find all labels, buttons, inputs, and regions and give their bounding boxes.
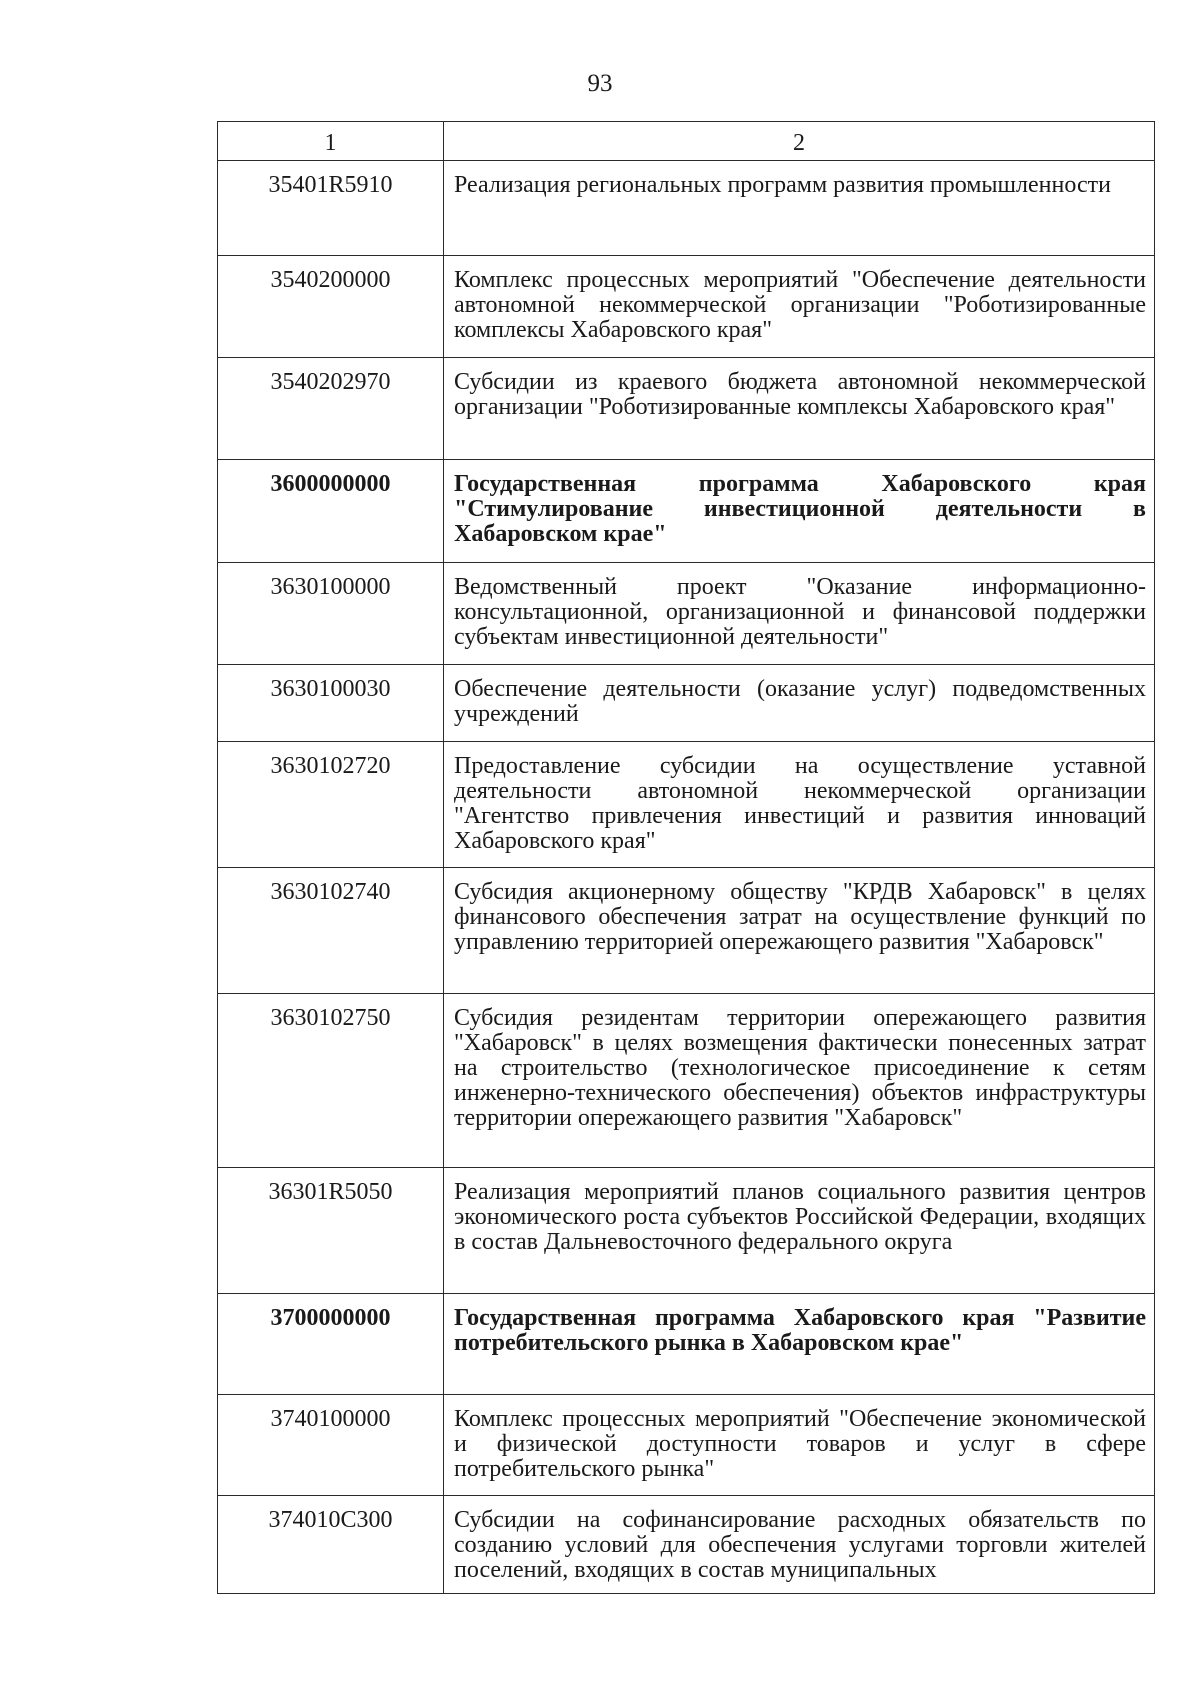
row-description: Предоставление субсидии на осуществление уставной деятельности автономной некоммерческой организации "Агентство привлечения инвестиций и развития инноваций Хабаровского края"	[444, 742, 1155, 868]
table-row-program	[218, 1294, 1155, 1395]
row-description: Субсидии из краевого бюджета автономной некоммерческой организации "Роботизированные комплексы Хабаровского края"	[444, 358, 1155, 460]
column-header-code: 1	[218, 122, 444, 161]
row-description: Государственная программа Хабаровского края "Развитие потребительского рынка в Хабаровском крае"	[444, 1294, 1155, 1395]
column-header-description: 2	[444, 122, 1155, 161]
table-row	[218, 1496, 1155, 1594]
row-description: Обеспечение деятельности (оказание услуг) подведомственных учреждений	[444, 665, 1155, 742]
row-description: Субсидия акционерному обществу "КРДВ Хабаровск" в целях финансового обеспечения затрат на осуществление функций по управлению территорией опережающего развития "Хабаровск"	[444, 868, 1155, 994]
row-description: Субсидия резидентам территории опережающего развития "Хабаровск" в целях возмещения фактически понесенных затрат на строительство (технологическое присоединение к сетям инженерно-технического обеспечения) объектов инфраструктуры территории опережающего развития "Хабаровск"	[444, 994, 1155, 1168]
table-row	[218, 563, 1155, 665]
table-row	[218, 1395, 1155, 1496]
row-code: 3740100000	[218, 1395, 444, 1496]
row-code: 3600000000	[218, 460, 444, 563]
table-row	[218, 994, 1155, 1168]
row-description: Реализация мероприятий планов социального развития центров экономического роста субъектов Российской Федерации, входящих в состав Дальневосточного федерального округа	[444, 1168, 1155, 1294]
row-code: 3630102720	[218, 742, 444, 868]
row-description: Комплекс процессных мероприятий "Обеспечение экономической и физической доступности товаров и услуг в сфере потребительского рынка"	[444, 1395, 1155, 1496]
row-code: 3540200000	[218, 256, 444, 358]
row-code: 35401R5910	[218, 161, 444, 256]
table-row	[218, 358, 1155, 460]
table-row	[218, 1168, 1155, 1294]
table-row-program	[218, 460, 1155, 563]
table-row	[218, 742, 1155, 868]
row-code: 36301R5050	[218, 1168, 444, 1294]
row-code: 3630100000	[218, 563, 444, 665]
table-row	[218, 665, 1155, 742]
row-code: 3630100030	[218, 665, 444, 742]
table-row	[218, 256, 1155, 358]
table-body	[218, 161, 1155, 1594]
budget-classification-table	[217, 121, 1155, 1594]
row-description: Комплекс процессных мероприятий "Обеспечение деятельности автономной некоммерческой организации "Роботизированные комплексы Хабаровского края"	[444, 256, 1155, 358]
row-code: 3700000000	[218, 1294, 444, 1395]
row-description: Ведомственный проект "Оказание информационно-консультационной, организационной и финансовой поддержки субъектам инвестиционной деятельности"	[444, 563, 1155, 665]
row-code: 374010С300	[218, 1496, 444, 1594]
table-row	[218, 161, 1155, 256]
row-code: 3630102750	[218, 994, 444, 1168]
row-description: Субсидии на софинансирование расходных обязательств по созданию условий для обеспечения услугами торговли жителей поселений, входящих в состав муниципальных	[444, 1496, 1155, 1594]
row-code: 3630102740	[218, 868, 444, 994]
row-description: Государственная программа Хабаровского края "Стимулирование инвестиционной деятельности в Хабаровском крае"	[444, 460, 1155, 563]
table-row	[218, 868, 1155, 994]
page-number: 93	[587, 70, 613, 97]
row-description: Реализация региональных программ развития промышленности	[444, 161, 1155, 256]
row-code: 3540202970	[218, 358, 444, 460]
table-header-row	[218, 122, 1155, 161]
